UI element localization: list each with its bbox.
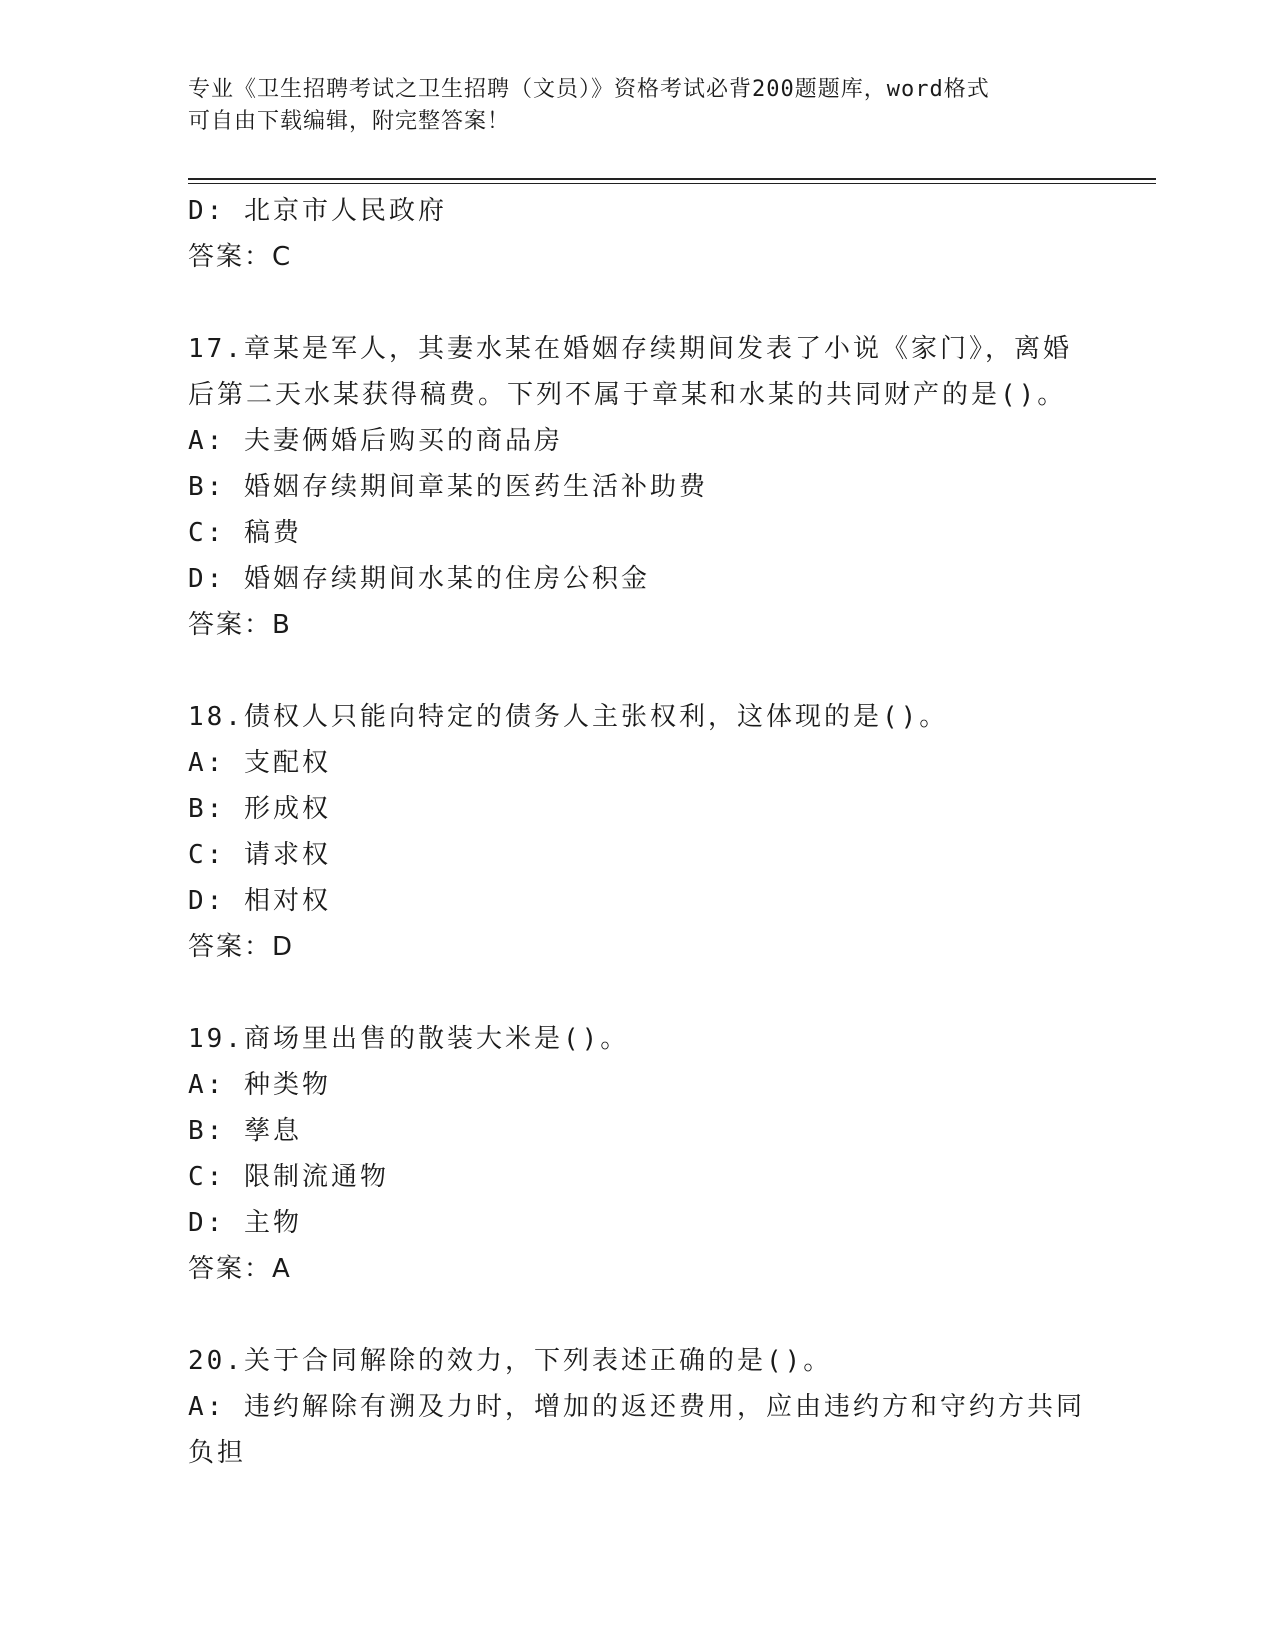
question-stem: 19.商场里出售的散装大米是()。 — [188, 1024, 630, 1054]
option-a: A: 种类物 — [188, 1070, 331, 1100]
question-block-19 — [188, 1016, 1088, 1292]
option-b: B: 孳息 — [188, 1116, 302, 1146]
option-d: D: 婚姻存续期间水某的住房公积金 — [188, 564, 650, 594]
question-stem-line-1: 17.章某是军人，其妻水某在婚姻存续期间发表了小说《家门》，离婚 — [188, 334, 1072, 364]
question-stem: 20.关于合同解除的效力，下列表述正确的是()。 — [188, 1346, 833, 1376]
document-header — [188, 74, 1088, 138]
question-block-18 — [188, 694, 1088, 970]
option-a-line-1: A: 违约解除有溯及力时，增加的返还费用，应由违约方和守约方共同 — [188, 1392, 1085, 1422]
header-divider-thick — [188, 178, 1156, 180]
answer-line: 答案：C — [188, 242, 293, 272]
answer-line: 答案：D — [188, 932, 295, 962]
question-stem: 18.债权人只能向特定的债务人主张权利，这体现的是()。 — [188, 702, 949, 732]
answer-line: 答案：B — [188, 610, 292, 640]
option-b: B: 形成权 — [188, 794, 331, 824]
option-d: D: 相对权 — [188, 886, 331, 916]
option-d: D: 北京市人民政府 — [188, 196, 447, 226]
option-a: A: 夫妻俩婚后购买的商品房 — [188, 426, 563, 456]
option-c: C: 限制流通物 — [188, 1162, 389, 1192]
header-title-line-2: 可自由下载编辑，附完整答案！ — [188, 109, 511, 134]
question-block-20 — [188, 1338, 1088, 1476]
option-a-line-2: 负担 — [188, 1438, 247, 1468]
option-c: C: 请求权 — [188, 840, 331, 870]
option-b: B: 婚姻存续期间章某的医药生活补助费 — [188, 472, 708, 502]
question-stem-line-2: 后第二天水某获得稿费。下列不属于章某和水某的共同财产的是()。 — [188, 380, 1067, 410]
question-block-17 — [188, 326, 1088, 648]
header-divider-thin — [188, 183, 1156, 184]
question-block-prev — [188, 188, 1088, 280]
header-title-line-1: 专业《卫生招聘考试之卫生招聘（文员）》资格考试必背200题题库，word格式 — [188, 77, 990, 102]
option-c: C: 稿费 — [188, 518, 302, 548]
question-list — [188, 188, 1088, 1476]
answer-line: 答案：A — [188, 1254, 292, 1284]
option-d: D: 主物 — [188, 1208, 302, 1238]
option-a: A: 支配权 — [188, 748, 331, 778]
